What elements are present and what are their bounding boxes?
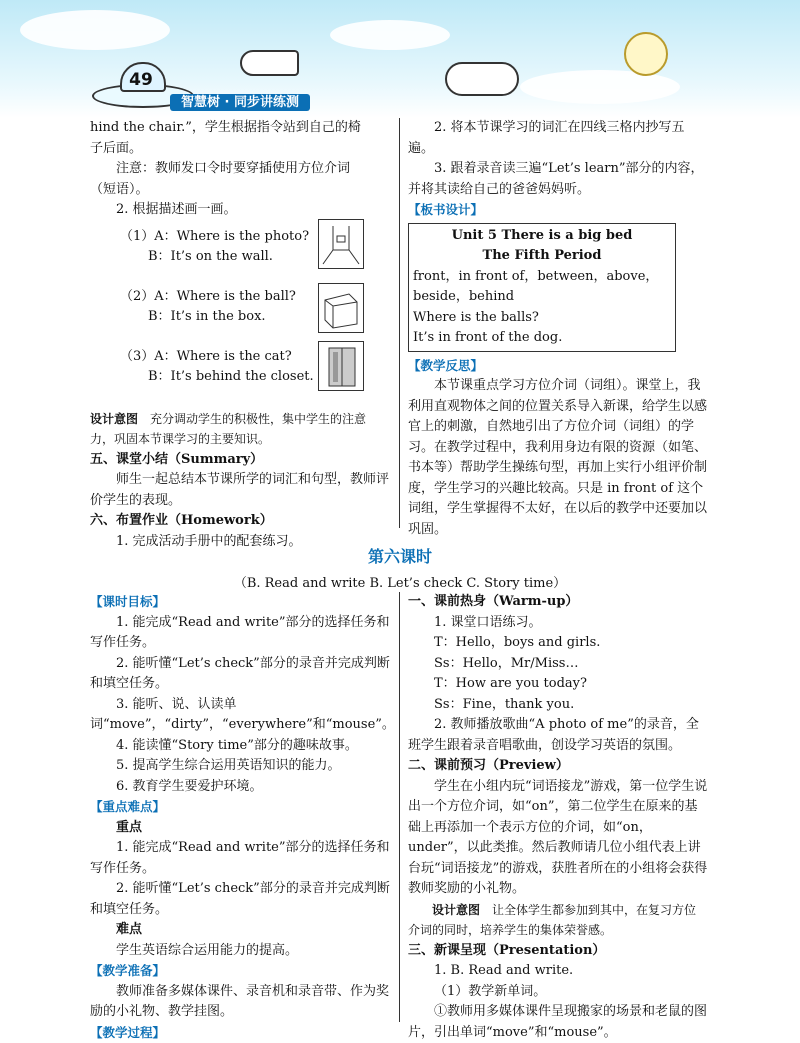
goals-label: 【课时目标】 [90,592,390,613]
prep-text: 教师准备多媒体课件、录音机和录音带、作为奖励的小礼物、教学挂图。 [90,982,390,1023]
exercise-question: （3）A：Where is the cat? [120,347,314,368]
left-column-top [90,118,390,552]
sun-icon [624,32,668,76]
board-line: front，in front of，between，above，beside，behind [413,267,671,308]
goal-item: 1. 能完成“Read and write”部分的选择任务和写作任务。 [90,613,390,654]
airplane-icon [240,50,299,76]
right-column-top [408,118,708,540]
board-label: 【板书设计】 [408,200,708,221]
design-intent [408,900,708,941]
key-heading: 重点 [90,818,390,839]
presentation-line: （1）教学新单词。 [408,982,708,1003]
exercise-answer: B：It’s in the box. [120,307,296,328]
goal-item: 5. 提高学生综合运用英语知识的能力。 [90,756,390,777]
series-title: 智慧树 · 同步讲练测 [170,94,310,111]
homework-heading: 六、布置作业（Homework） [90,511,390,532]
design-intent [90,409,390,450]
reflection-text: 本节课重点学习方位介词（词组）。课堂上，我利用直观物体之间的位置关系导入新课，给学生以感官上的刺激，自然地引出了方位介词（词组）的学习。在教学过程中，我利用身边有限的资源（如笔、书本等）帮助学生操练句型，再加上实行小组评价制度，学生学习的兴趣比较高。只是 in front of 这个词组，学生掌握得不太好，在以后的教学中还要加以巩固。 [408,376,708,540]
board-title: Unit 5 There is a big bed [413,226,671,247]
board-design-box [408,223,676,352]
prep-label: 【教学准备】 [90,961,390,982]
cloud-decoration [20,10,170,50]
process-label: 【教学过程】 [90,1023,390,1043]
warmup-line: Ss：Fine，thank you. [408,695,708,716]
cartoon-kid-icon [445,62,519,96]
design-intent-label: 设计意图 [90,412,138,426]
exercise-question: （2）A：Where is the ball? [120,287,296,308]
exercise-item [90,227,390,285]
exercise-answer: B：It’s behind the closet. [120,367,314,388]
key-item: 2. 能听懂“Let’s check”部分的录音并完成判断和填空任务。 [90,879,390,920]
design-intent-label: 设计意图 [432,903,480,917]
text-line: 2. 根据描述画一画。 [90,200,390,221]
text-line: （短语）。 [90,180,390,201]
goal-item: 2. 能听懂“Let’s check”部分的录音并完成判断和填空任务。 [90,654,390,695]
key-label: 【重点难点】 [90,797,390,818]
presentation-heading: 三、新课呈现（Presentation） [408,941,708,962]
exercise-answer: B：It’s on the wall. [120,247,309,268]
page-number: 49 [120,70,162,90]
hard-text: 学生英语综合运用能力的提高。 [90,941,390,962]
lesson-title: 第六课时 [0,544,800,567]
text-line: 子后面。 [90,139,390,160]
exercise-item [90,347,390,405]
warmup-line: 2. 教师播放歌曲“A photo of me”的录音，全班学生跟着录音唱歌曲，创设学习英语的氛围。 [408,715,708,756]
warmup-line: T：How are you today? [408,674,708,695]
preview-heading: 二、课前预习（Preview） [408,756,708,777]
exercise-question: （1）A：Where is the photo? [120,227,309,248]
text-paragraph: 3. 跟着录音读三遍“Let’s learn”部分的内容，并将其读给自己的爸爸妈妈听。 [408,159,708,200]
hard-heading: 难点 [90,920,390,941]
text-line: hind the chair.”，学生根据指令站到自己的椅 [90,118,390,139]
board-subtitle: The Fifth Period [413,246,671,267]
preview-text: 学生在小组内玩“词语接龙”游戏，第一位学生说出一个方位介词，如“on”，第二位学生在原来的基础上再添加一个表示方位的介词，如“on，under”，以此类推。然后教师请几位小组代表上讲台玩“词语接龙”的游戏，获胜者所在的小组将会获得教师奖励的小礼物。 [408,777,708,900]
key-item: 1. 能完成“Read and write”部分的选择任务和写作任务。 [90,838,390,879]
column-divider [399,118,400,528]
summary-text: 师生一起总结本节课所学的词汇和句型，教师评价学生的表现。 [90,470,390,511]
exercise-item [90,287,390,345]
room-picture-icon [318,219,364,269]
cloud-decoration [330,20,450,50]
left-column-bottom [90,592,390,1043]
board-line: It’s in front of the dog. [413,328,671,349]
warmup-heading: 一、课前热身（Warm-up） [408,592,708,613]
homework-item: 1. 完成活动手册中的配套练习。 [90,532,390,553]
board-line: Where is the balls? [413,308,671,329]
reflection-label: 【教学反思】 [408,356,708,377]
goal-item: 4. 能读懂“Story time”部分的趣味故事。 [90,736,390,757]
presentation-line: 1. B. Read and write. [408,961,708,982]
warmup-line: 1. 课堂口语练习。 [408,613,708,634]
text-line: 注意：教师发口令时要穿插使用方位介词 [90,159,390,180]
presentation-line: ①教师用多媒体课件呈现搬家的场景和老鼠的图片，引出单词“move”和“mouse”。 [408,1002,708,1043]
text-paragraph: 2. 将本节课学习的词汇在四线三格内抄写五遍。 [408,118,708,159]
closet-picture-icon [318,341,364,391]
design-intent-text: 让全体学生都参加到其中，在复习方位介词的同时，培养学生的集体荣誉感。 [408,903,696,938]
column-divider [399,592,400,1022]
right-column-bottom [408,592,708,1043]
warmup-line: T：Hello，boys and girls. [408,633,708,654]
summary-heading: 五、课堂小结（Summary） [90,450,390,471]
goal-item: 3. 能听、说、认读单词“move”，“dirty”，“everywhere”和“mouse”。 [90,695,390,736]
goal-item: 6. 教育学生要爱护环境。 [90,777,390,798]
cloud-decoration [520,70,680,104]
box-picture-icon [318,283,364,333]
page-header [0,0,800,118]
warmup-line: Ss：Hello，Mr/Miss… [408,654,708,675]
lesson-subtitle: （B. Read and write B. Let’s check C. Story time） [0,572,800,591]
design-intent-text: 充分调动学生的积极性，集中学生的注意力，巩固本节课学习的主要知识。 [90,412,366,447]
